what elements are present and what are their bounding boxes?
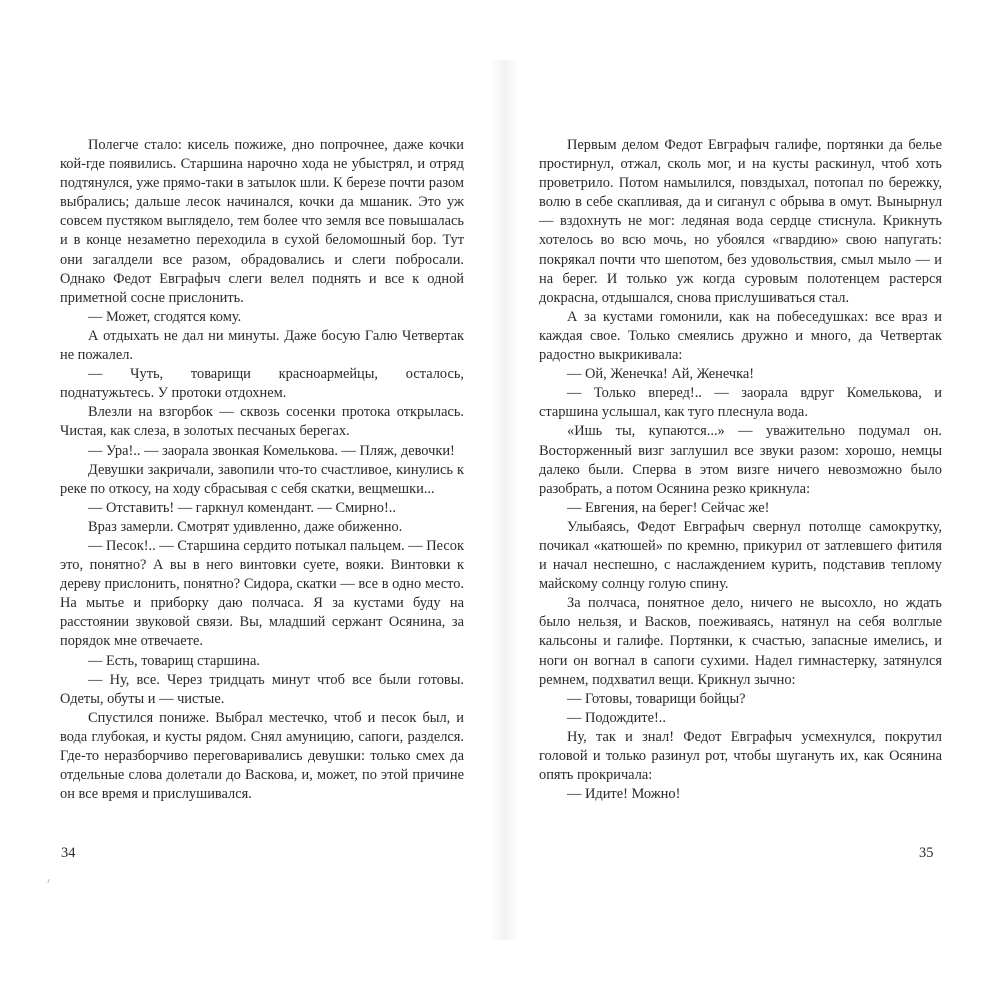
- left-paragraph: — Песок!.. — Старшина сердито потыкал пальцем. — Песок это, понятно? А вы в него винтовки суете, вояки. Винтовки к дереву прислонить, понятно? Сидора, скатки — все в одно место. На мытье и приборку даю полчаса. Я за кустами буду на расстоянии звуковой связи. Вы, младший сержант Осянина, за порядок мне отвечаете.: [60, 537, 464, 650]
- left-paragraph: Враз замерли. Смотрят удивленно, даже обиженно.: [88, 518, 403, 535]
- right-paragraph: — Ой, Женечка! Ай, Женечка!: [567, 366, 755, 383]
- right-paragraph: Улыбаясь, Федот Евграфыч свернул потолще самокрутку, почикал «катюшей» по кремню, прикурил от затлевшего фитиля и начал неспешно, с наслаждением курить, подставив теплому майскому солнцу голую спину.: [539, 518, 942, 593]
- left-paragraph: — Ура!.. — заорала звонкая Комелькова. — Пляж, девочки!: [88, 442, 455, 459]
- right-page-text: [539, 136, 942, 804]
- left-page-number: 34: [61, 845, 76, 861]
- left-paragraph: Полегче стало: кисель пожиже, дно попрочнее, даже кочки кой-где появились. Старшина нарочно хода не убыстрял, и отряд подтянулся, уже прямо-таки в затылок шли. К березе почти разом выбрались; дальше лесок начинался, кочки да мшаник. Это уж совсем пустяком выглядело, тем более что земля все повышалась и в конце незаметно переходила в сухой беломошный бор. Тут они загалдели все разом, обрадовались и слеги побросали. Однако Федот Евграфыч слеги велел поднять и все к одной приметной сосне прислонить.: [60, 137, 464, 306]
- right-paragraph: — Готовы, товарищи бойцы?: [567, 690, 746, 707]
- left-paragraph: — Чуть, товарищи красноармейцы, осталось, поднатужьтесь. У протоки отдохнем.: [60, 366, 464, 402]
- right-page-number: 35: [919, 845, 934, 861]
- paper-speck: [47, 879, 49, 883]
- right-paragraph: — Подождите!..: [567, 709, 666, 726]
- left-paragraph: — Ну, все. Через тридцать минут чтоб все были готовы. Одеты, обуты и — чистые.: [60, 671, 464, 707]
- right-paragraph: — Только вперед!.. — заорала вдруг Комелькова, и старшина услышал, как туго плеснула вода.: [539, 385, 942, 421]
- left-paragraph: А отдыхать не дал ни минуты. Даже босую Галю Четвертак не пожалел.: [60, 327, 464, 364]
- right-paragraph: Первым делом Федот Евграфыч галифе, портянки да белье простирнул, отжал, сколь мог, и на кусты раскинул, чтоб хоть проветрило. Потом намылился, повздыхал, потопал по бережку, волю в себе скапливая, да и сиганул с обрыва в омут. Вынырнул — вздохнуть не мог: ледяная вода сердце стиснула. Крикнуть хотелось во всю мочь, но убоялся «гвардию» свою напугать: покрякал почти что шепотом, без удовольствия, смыл мыло — и на берег. И только уж когда суровым полотенцем растерся докрасна, отдышался, снова прислушиваться стал.: [539, 137, 942, 306]
- left-paragraph: — Может, сгодятся кому.: [88, 308, 242, 325]
- right-paragraph: — Идите! Можно!: [567, 786, 681, 803]
- right-paragraph: А за кустами гомонили, как на побеседушках: все враз и каждая свое. Только смеялись дружно и много, да Четвертак радостно выкрикивала:: [539, 308, 942, 364]
- right-paragraph: За полчаса, понятное дело, ничего не высохло, но ждать было нельзя, и Васков, поеживаясь, натянул на себя волглые кальсоны и галифе. Портянки, к счастью, запасные имелись, и ноги он вогнал в сапоги сухими. Надел гимнастерку, затянулся ремнем, подхватил вещи. Крикнул зычно:: [539, 595, 942, 688]
- left-paragraph: Спустился пониже. Выбрал местечко, чтоб и песок был, и вода глубокая, и кусты рядом. Снял амуницию, сапоги, разделся. Где-то неразборчиво переговаривались девушки: только смех да отдельные слова долетали до Васкова, и, может, по этой причине он все время и прислушивался.: [60, 709, 464, 803]
- right-paragraph: — Евгения, на берег! Сейчас же!: [567, 499, 770, 516]
- left-paragraph: — Есть, товарищ старшина.: [88, 652, 260, 669]
- left-paragraph: Влезли на взгорбок — сквозь сосенки протока открылась. Чистая, как слеза, в золотых песчаных берегах.: [60, 404, 464, 440]
- right-paragraph: «Ишь ты, купаются...» — уважительно подумал он. Восторженный визг заглушил все звуки разом: хорошо, немцы далеко были. Сперва в этом визге ничего невозможно было разобрать, а потом Осянина резко крикнула:: [539, 423, 942, 497]
- right-paragraph: Ну, так и знал! Федот Евграфыч усмехнулся, покрутил головой и только разинул рот, чтобы шугануть их, как Осянина опять прокричала:: [539, 728, 942, 784]
- left-page-text: [60, 136, 464, 804]
- left-paragraph: Девушки закричали, завопили что-то счастливое, кинулись к реке по откосу, на ходу сбрасывая с себя скатки, вещмешки...: [60, 461, 464, 497]
- book-gutter-shadow: [490, 60, 520, 940]
- left-paragraph: — Отставить! — гаркнул комендант. — Смирно!..: [88, 499, 396, 516]
